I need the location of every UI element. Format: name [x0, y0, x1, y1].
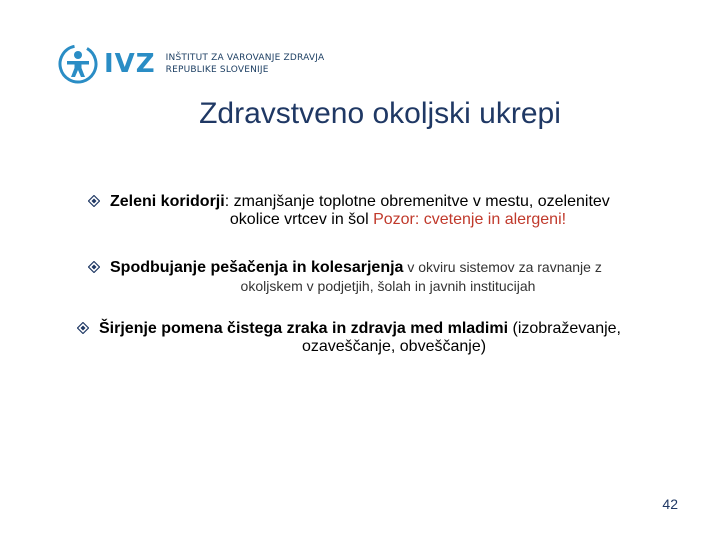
bullet-bold-text: Širjenje pomena čistega zraka in zdravja med mladimi	[99, 320, 509, 337]
ivz-logo	[58, 42, 324, 86]
logo-institution-name	[166, 52, 325, 76]
bullet-text: : zmanjšanje toplotne obremenitve v mestu, ozelenitev	[224, 193, 610, 210]
diamond-bullet-icon	[77, 322, 89, 334]
slide-title: Zdravstveno okoljski ukrepi	[199, 97, 561, 130]
bullet-continuation: okoljskem v podjetjih, šolah in javnih institucijah	[240, 278, 536, 294]
logo-name-line2: REPUBLIKE SLOVENIJE	[165, 65, 269, 75]
ivz-person-logo-icon	[58, 44, 98, 84]
bullet-text: v okviru sistemov za ravnanje z	[403, 259, 602, 275]
bullet-text: (izobraževanje,	[508, 320, 621, 337]
logo-name-line1: INŠTITUT ZA VAROVANJE ZDRAVJA	[165, 53, 325, 63]
bullet-continuation: ozaveščanje, obveščanje)	[301, 338, 487, 355]
bullet-item-walking-cycling	[88, 258, 688, 295]
bullet-bold-text: Spodbujanje pešačenja in kolesarjenja	[110, 259, 404, 276]
logo-abbreviation: IVZ	[104, 49, 156, 79]
bullet-line	[88, 258, 688, 277]
bullet-item-green-corridors	[88, 193, 688, 229]
bullet-line	[88, 193, 688, 211]
page-number: 42	[662, 496, 678, 512]
bullet-bold-text: Zeleni koridorji	[110, 193, 225, 210]
diamond-bullet-icon	[88, 261, 100, 273]
bullet-continuation	[88, 211, 688, 229]
bullet-line2-text: okolice vrtcev in šol	[229, 211, 374, 228]
bullet-line	[77, 320, 697, 338]
diamond-bullet-icon	[88, 195, 100, 207]
bullet-item-clean-air-youth	[77, 320, 697, 356]
bullet-warning-text: Pozor: cvetenje in alergeni!	[373, 211, 567, 228]
